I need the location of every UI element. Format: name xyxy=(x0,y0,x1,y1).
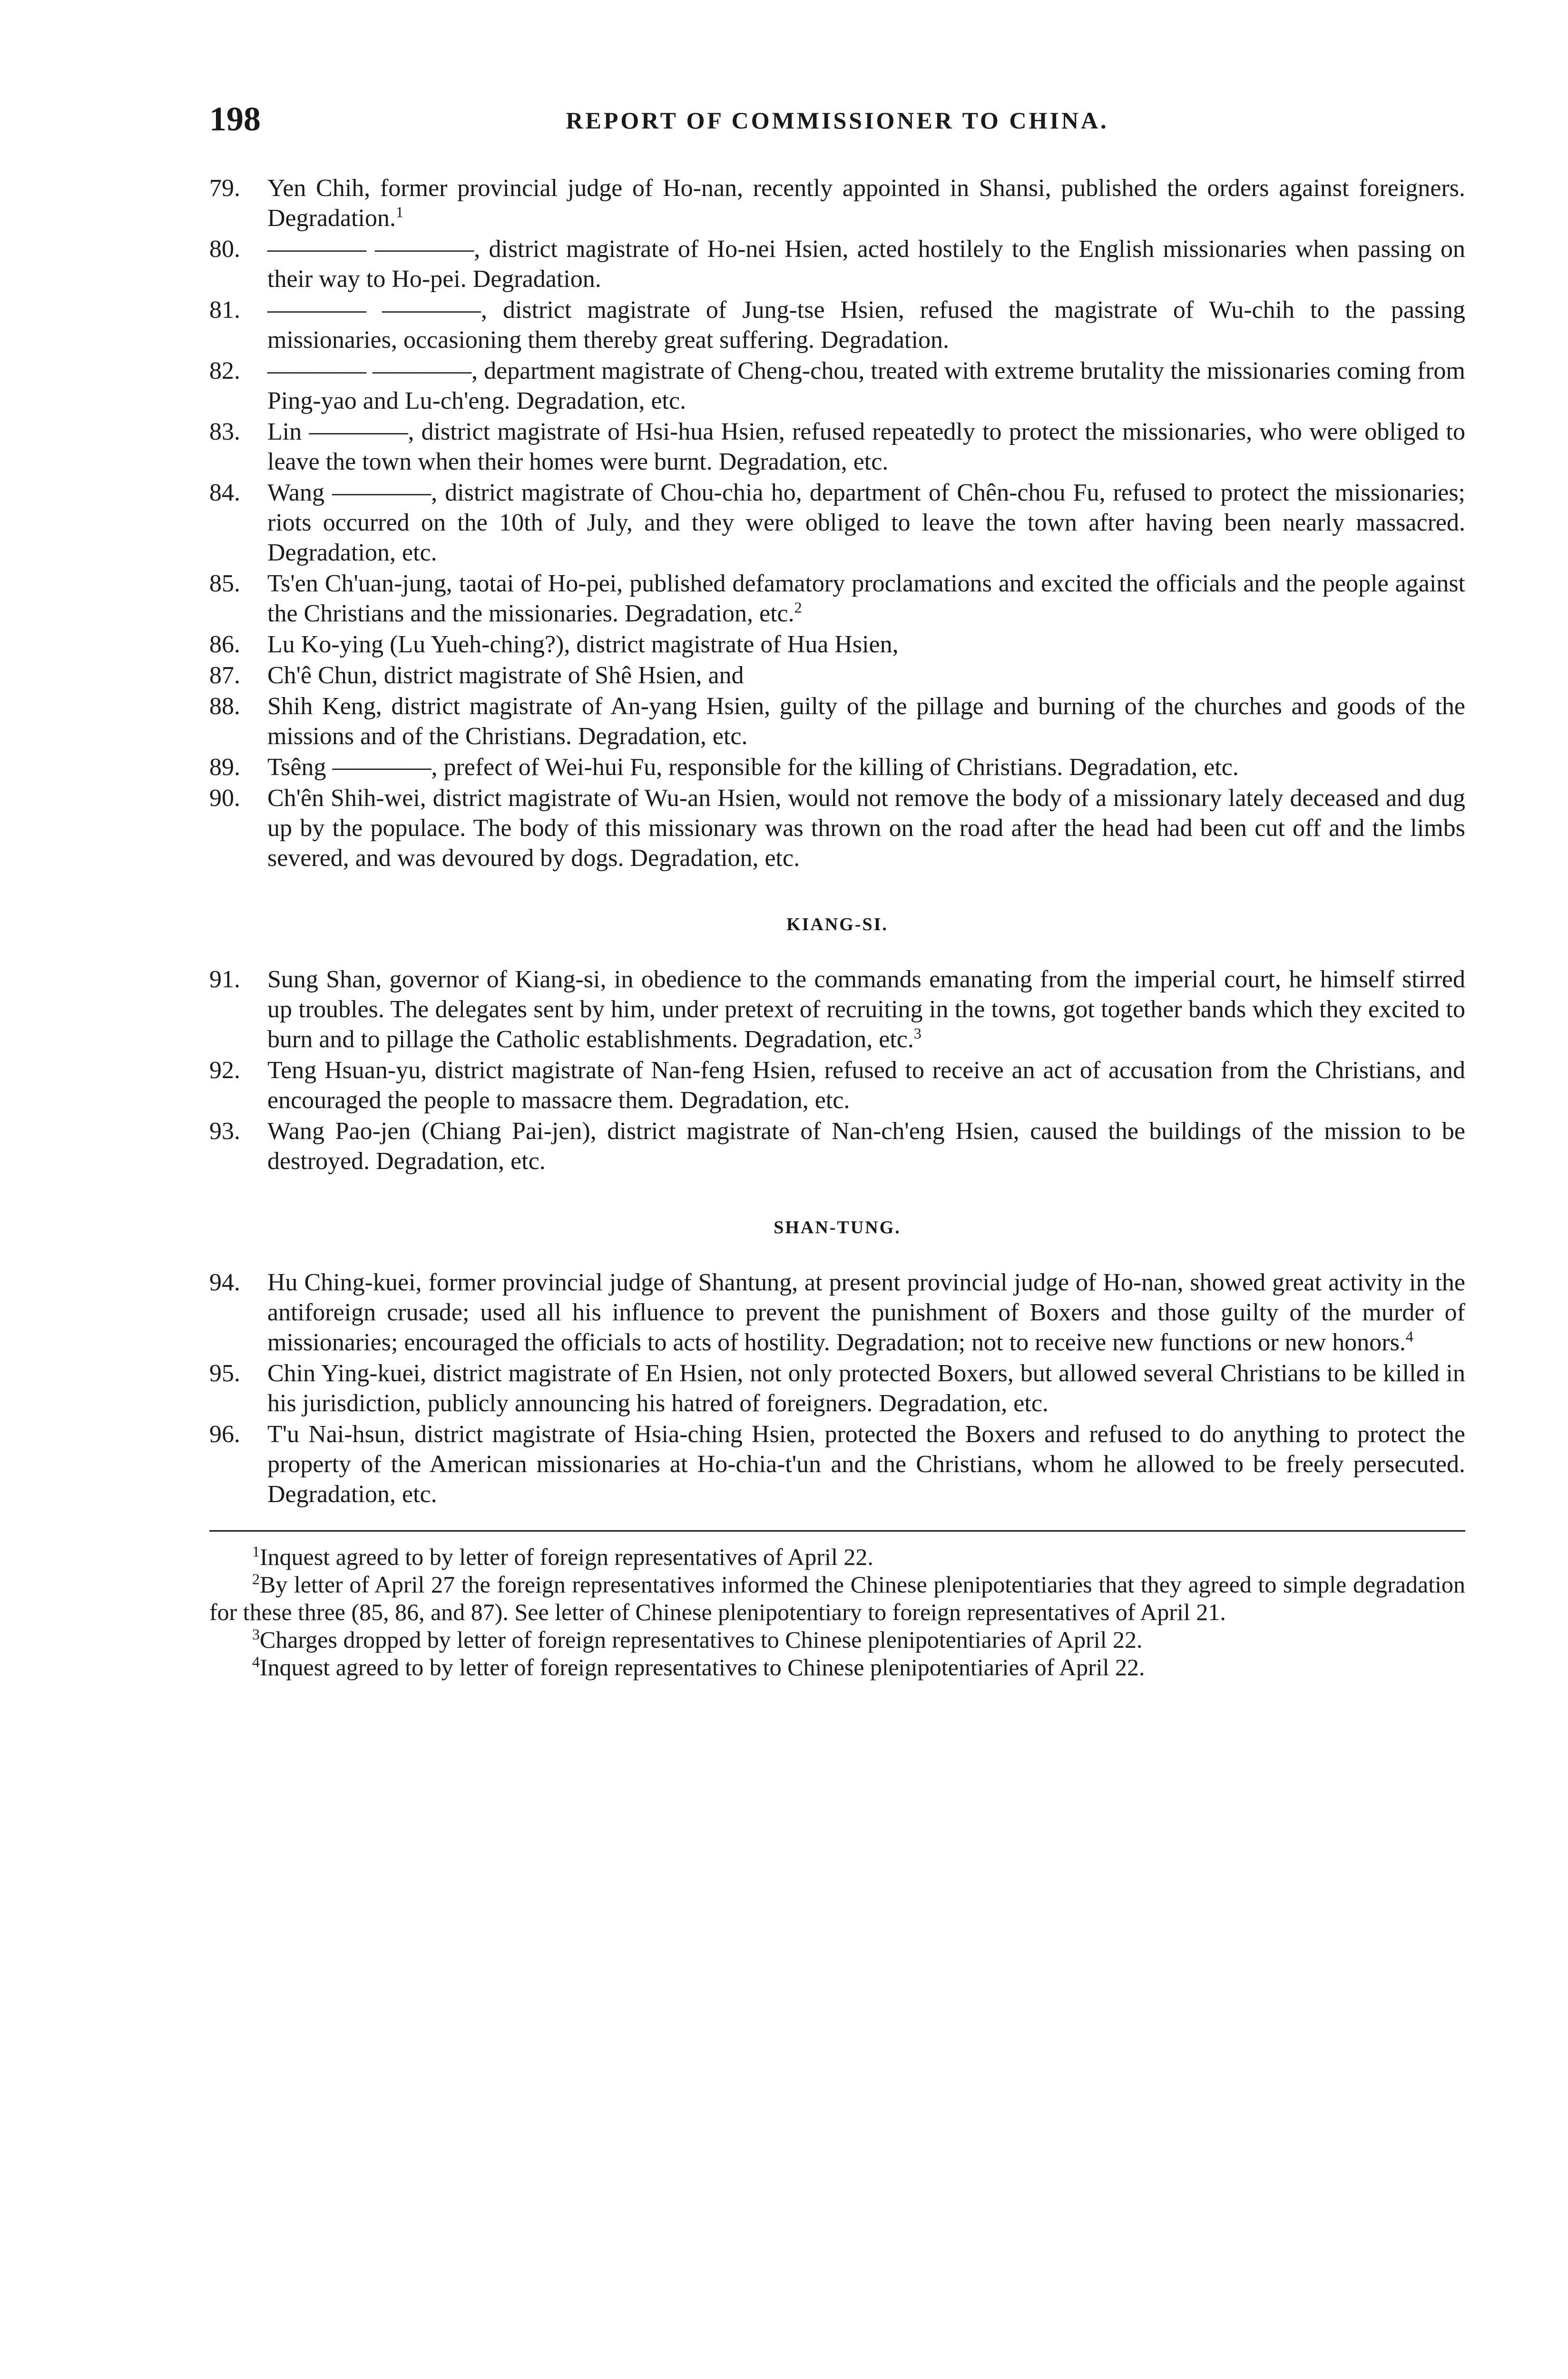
list-item xyxy=(209,1268,1465,1357)
entry-text xyxy=(267,173,1465,233)
entry-number: 96. xyxy=(209,1421,240,1448)
entry-number: 92. xyxy=(209,1057,240,1084)
entry-number: 86. xyxy=(209,631,240,658)
entry-number: 91. xyxy=(209,966,240,993)
entry-body: T'u Nai-hsun, district magistrate of Hsia-ching Hsien, protected the Boxers and refused to do anything to protect the property of the American missionaries at Ho-chia-t'un and the Christians, whom he allowed to be freely persecuted. Degradation, etc. xyxy=(267,1421,1465,1508)
entry-body: Hu Ching-kuei, former provincial judge of Shantung, at present provincial judge of Ho-nan, showed great activity in the antiforeign crusade; used all his influence to prevent the punishment of Boxers and those guilty of the murder of missionaries; encouraged the officials to acts of hostility. Degradation; not to receive new functions or new honors. xyxy=(267,1269,1465,1356)
entry-text xyxy=(267,417,1465,477)
list-item xyxy=(209,569,1465,629)
entry-text xyxy=(267,478,1465,568)
footnote-text: Inquest agreed to by letter of foreign representatives of April 22. xyxy=(260,1543,873,1570)
list-item xyxy=(209,478,1465,568)
footnote-mark: 2 xyxy=(252,1570,260,1588)
list-item xyxy=(209,660,1465,690)
footnote-reference: 3 xyxy=(913,1024,921,1042)
footnote xyxy=(209,1653,1465,1681)
footnote-reference: 4 xyxy=(1405,1327,1413,1345)
entry-text xyxy=(267,295,1465,355)
entries-list-kiang-si xyxy=(209,964,1465,1176)
entry-body: Tsêng ————, prefect of Wei-hui Fu, responsible for the killing of Christians. Degradation, etc. xyxy=(267,754,1239,781)
entry-body: Chin Ying-kuei, district magistrate of En Hsien, not only protected Boxers, but allowed several Christians to be killed in his jurisdiction, publicly announcing his hatred of foreigners. Degradation, etc. xyxy=(267,1360,1465,1417)
entry-text xyxy=(267,783,1465,873)
entry-text xyxy=(267,1055,1465,1115)
list-item xyxy=(209,783,1465,873)
entry-number: 89. xyxy=(209,754,240,781)
footnote-text: By letter of April 27 the foreign representatives informed the Chinese plenipotentiaries that they agreed to simple degradation for these three (85, 86, and 87). See letter of Chinese plenipotentiary to foreign representatives of April 21. xyxy=(209,1571,1465,1625)
footnote-text: Inquest agreed to by letter of foreign representatives to Chinese plenipotentiaries of April 22. xyxy=(260,1654,1145,1681)
list-item xyxy=(209,295,1465,355)
entry-number: 79. xyxy=(209,175,240,202)
entry-body: Yen Chih, former provincial judge of Ho-nan, recently appointed in Shansi, published the orders against foreigners. Degradation. xyxy=(267,175,1465,232)
entry-body: Shih Keng, district magistrate of An-yang Hsien, guilty of the pillage and burning of the churches and goods of the missions and of the Christians. Degradation, etc. xyxy=(267,693,1465,750)
list-item xyxy=(209,1419,1465,1509)
document-page xyxy=(209,95,1465,2379)
entry-text xyxy=(267,660,1465,690)
entry-body: Ch'ên Shih-wei, district magistrate of Wu-an Hsien, would not remove the body of a missionary lately deceased and dug up by the populace. The body of this missionary was thrown on the road after the head had been cut off and the limbs severed, and was devoured by dogs. Degradation, etc. xyxy=(267,785,1465,872)
list-item xyxy=(209,356,1465,416)
entry-number: 82. xyxy=(209,357,240,384)
entry-body: Teng Hsuan-yu, district magistrate of Nan-feng Hsien, refused to receive an act of accusation from the Christians, and encouraged the people to massacre them. Degradation, etc. xyxy=(267,1057,1465,1114)
page-number: 198 xyxy=(209,100,261,138)
list-item xyxy=(209,173,1465,233)
entry-number: 81. xyxy=(209,296,240,324)
entries-list-shan-tung xyxy=(209,1268,1465,1509)
footnotes xyxy=(209,1543,1465,1681)
entry-body: Sung Shan, governor of Kiang-si, in obedience to the commands emanating from the imperial court, he himself stirred up troubles. The delegates sent by him, under pretext of recruiting in the towns, got together bands which they excited to burn and to pillage the Catholic establishments. Degradation, etc. xyxy=(267,966,1465,1053)
entry-number: 83. xyxy=(209,418,240,445)
list-item xyxy=(209,629,1465,659)
section-heading-kiang-si: KIANG-SI. xyxy=(786,914,888,934)
entry-number: 94. xyxy=(209,1269,240,1296)
entry-body: Wang ————, district magistrate of Chou-chia ho, department of Chên-chou Fu, refused to protect the missionaries; riots occurred on the 10th of July, and they were obliged to leave the town after having been nearly massacred. Degradation, etc. xyxy=(267,479,1465,566)
entry-text xyxy=(267,752,1465,782)
running-head: REPORT OF COMMISSIONER TO CHINA. xyxy=(566,107,1109,134)
entry-text xyxy=(267,964,1465,1054)
list-item xyxy=(209,752,1465,782)
entry-text xyxy=(267,356,1465,416)
footnote-mark: 4 xyxy=(252,1653,260,1671)
footnote-divider xyxy=(209,1530,1465,1532)
entry-body: Ts'en Ch'uan-jung, taotai of Ho-pei, published defamatory proclamations and excited the officials and the people against the Christians and the missionaries. Degradation, etc. xyxy=(267,570,1465,627)
entry-body: ———— ————, district magistrate of Jung-tse Hsien, refused the magistrate of Wu-chih to the passing missionaries, occasioning them thereby great suffering. Degradation. xyxy=(267,296,1465,354)
footnote-reference: 1 xyxy=(396,203,404,221)
entry-body: Lu Ko-ying (Lu Yueh-ching?), district magistrate of Hua Hsien, xyxy=(267,631,899,658)
entry-number: 85. xyxy=(209,570,240,597)
section-heading-shan-tung: SHAN-TUNG. xyxy=(774,1218,901,1238)
entry-text xyxy=(267,1358,1465,1418)
list-item xyxy=(209,964,1465,1054)
entry-number: 90. xyxy=(209,785,240,812)
entry-text xyxy=(267,1419,1465,1509)
footnote xyxy=(209,1543,1465,1571)
entry-text xyxy=(267,234,1465,294)
entry-number: 95. xyxy=(209,1360,240,1387)
list-item xyxy=(209,691,1465,751)
entry-text xyxy=(267,1116,1465,1176)
list-item xyxy=(209,234,1465,294)
entry-body: Ch'ê Chun, district magistrate of Shê Hsien, and xyxy=(267,662,744,689)
entry-body: Lin ————, district magistrate of Hsi-hua Hsien, refused repeatedly to protect the missionaries, who were obliged to leave the town when their homes were burnt. Degradation, etc. xyxy=(267,418,1465,475)
entry-number: 87. xyxy=(209,662,240,689)
footnote xyxy=(209,1571,1465,1626)
footnote-reference: 2 xyxy=(794,599,802,616)
entry-body: Wang Pao-jen (Chiang Pai-jen), district magistrate of Nan-ch'eng Hsien, caused the buildings of the mission to be destroyed. Degradation, etc. xyxy=(267,1118,1465,1175)
entry-number: 84. xyxy=(209,479,240,506)
footnote-mark: 1 xyxy=(252,1543,260,1560)
entry-body: ———— ————, department magistrate of Cheng-chou, treated with extreme brutality the missionaries coming from Ping-yao and Lu-ch'eng. Degradation, etc. xyxy=(267,357,1465,414)
entry-text xyxy=(267,691,1465,751)
list-item xyxy=(209,1358,1465,1418)
entry-body: ———— ————, district magistrate of Ho-nei Hsien, acted hostilely to the English missionaries when passing on their way to Ho-pei. Degradation. xyxy=(267,236,1465,293)
list-item xyxy=(209,1116,1465,1176)
entries-list-top xyxy=(209,173,1465,873)
page-header xyxy=(209,95,1465,152)
footnote-mark: 3 xyxy=(252,1625,260,1643)
entry-text xyxy=(267,629,1465,659)
entry-number: 88. xyxy=(209,693,240,720)
entry-number: 80. xyxy=(209,236,240,263)
list-item xyxy=(209,417,1465,477)
footnote-text: Charges dropped by letter of foreign representatives to Chinese plenipotentiaries of April 22. xyxy=(260,1626,1143,1653)
list-item xyxy=(209,1055,1465,1115)
entry-text xyxy=(267,569,1465,629)
entry-text xyxy=(267,1268,1465,1357)
footnote xyxy=(209,1626,1465,1653)
entry-number: 93. xyxy=(209,1118,240,1145)
